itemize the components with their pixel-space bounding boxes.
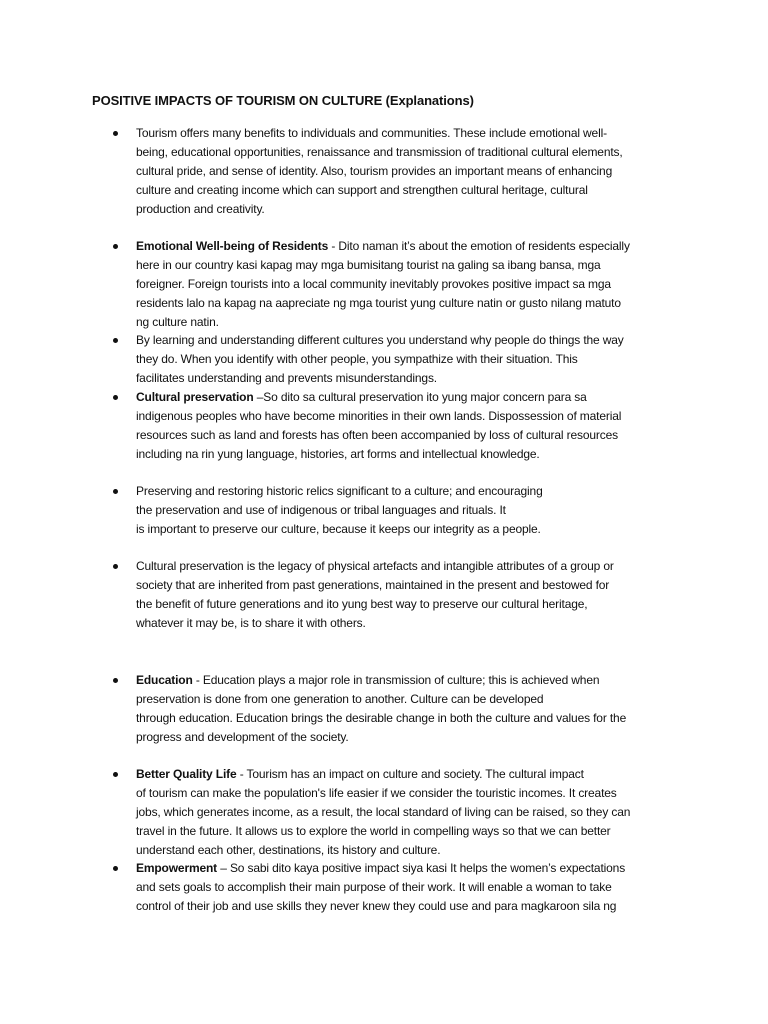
list-item-text bbox=[136, 331, 676, 388]
text-line bbox=[136, 237, 676, 256]
text-line: the preservation and use of indigenous or tribal languages and rituals. It bbox=[136, 502, 506, 517]
text-line: society that are inherited from past generations, maintained in the present and bestowed for bbox=[136, 577, 610, 592]
text-run: - Education plays a major role in transmission of culture; this is achieved when bbox=[192, 673, 600, 687]
text-line: Tourism offers many benefits to individuals and communities. These include emotional well- bbox=[136, 126, 607, 140]
list-item-text bbox=[136, 557, 676, 633]
item-heading: Better Quality Life bbox=[136, 767, 237, 781]
bullet-icon bbox=[113, 564, 118, 569]
list-item-text bbox=[136, 765, 676, 860]
item-heading: Emotional Well-being of Residents bbox=[136, 239, 329, 253]
text-line: residents lalo na kapag na aapreciate ng mga tourist yung culture natin or gusto nilang matuto bbox=[136, 295, 621, 310]
text-line bbox=[136, 765, 676, 784]
text-line bbox=[136, 859, 676, 878]
text-line: By learning and understanding different cultures you understand why people do things the way bbox=[136, 333, 624, 347]
text-line: production and creativity. bbox=[136, 201, 265, 216]
text-line: understand each other, destinations, its history and culture. bbox=[136, 842, 441, 857]
text-line: here in our country kasi kapag may mga bumisitang tourist na galing sa ibang bansa, mga bbox=[136, 257, 601, 272]
text-line: culture and creating income which can support and strengthen cultural heritage, cultural bbox=[136, 182, 588, 197]
document-title: POSITIVE IMPACTS OF TOURISM ON CULTURE (Explanations) bbox=[92, 93, 474, 108]
text-run: – So sabi dito kaya positive impact siya kasi It helps the women’s expectations bbox=[217, 861, 626, 875]
bullet-icon bbox=[113, 131, 118, 136]
list-item-text bbox=[136, 482, 676, 539]
text-line: Cultural preservation is the legacy of physical artefacts and intangible attributes of a group or bbox=[136, 559, 614, 573]
bullet-icon bbox=[113, 395, 118, 400]
text-line: is important to preserve our culture, because it keeps our integrity as a people. bbox=[136, 521, 541, 536]
text-line: facilitates understanding and prevents misunderstandings. bbox=[136, 370, 437, 385]
bullet-icon bbox=[113, 678, 118, 683]
text-line: resources such as land and forests has often been accompanied by loss of cultural resources bbox=[136, 427, 618, 442]
list-item-text bbox=[136, 124, 676, 219]
text-line: Preserving and restoring historic relics significant to a culture; and encouraging bbox=[136, 484, 543, 498]
text-line: the benefit of future generations and ito yung best way to preserve our cultural heritage, bbox=[136, 596, 588, 611]
text-line: whatever it may be, is to share it with others. bbox=[136, 615, 366, 630]
text-line bbox=[136, 388, 676, 407]
text-line: foreigner. Foreign tourists into a local community inevitably provokes positive impact sa mga bbox=[136, 276, 611, 291]
bullet-icon bbox=[113, 338, 118, 343]
text-run: –So dito sa cultural preservation ito yung major concern para sa bbox=[253, 390, 587, 404]
list-item-text bbox=[136, 237, 676, 332]
text-line: preservation is done from one generation to another. Culture can be developed bbox=[136, 691, 544, 706]
list-item-text bbox=[136, 859, 676, 916]
bullet-icon bbox=[113, 244, 118, 249]
text-run: - Dito naman it’s about the emotion of residents especially bbox=[328, 239, 630, 253]
text-line: through education. Education brings the desirable change in both the culture and values for the bbox=[136, 710, 627, 725]
text-line bbox=[136, 671, 676, 690]
text-line: ng culture natin. bbox=[136, 314, 219, 329]
text-line: of tourism can make the population's life easier if we consider the touristic incomes. It creates bbox=[136, 785, 617, 800]
text-line: they do. When you identify with other people, you sympathize with their situation. This bbox=[136, 351, 578, 366]
list-item-text bbox=[136, 388, 676, 464]
bullet-icon bbox=[113, 866, 118, 871]
text-line: progress and development of the society. bbox=[136, 729, 349, 744]
item-heading: Education bbox=[136, 673, 193, 687]
text-line: and sets goals to accomplish their main purpose of their work. It will enable a woman to take bbox=[136, 879, 612, 894]
text-line: including na rin yung language, histories, art forms and intellectual knowledge. bbox=[136, 446, 540, 461]
text-line: jobs, which generates income, as a result, the local standard of living can be raised, so they can bbox=[136, 804, 631, 819]
bullet-icon bbox=[113, 489, 118, 494]
text-run: - Tourism has an impact on culture and society. The cultural impact bbox=[236, 767, 584, 781]
bullet-icon bbox=[113, 772, 118, 777]
item-heading: Cultural preservation bbox=[136, 390, 254, 404]
text-line: being, educational opportunities, renaissance and transmission of traditional cultural elements, bbox=[136, 144, 623, 159]
text-line: travel in the future. It allows us to explore the world in compelling ways so that we can better bbox=[136, 823, 611, 838]
list-item-text bbox=[136, 671, 676, 747]
text-line: cultural pride, and sense of identity. Also, tourism provides an important means of enhancing bbox=[136, 163, 613, 178]
item-heading: Empowerment bbox=[136, 861, 218, 875]
text-line: indigenous peoples who have become minorities in their own lands. Dispossession of material bbox=[136, 408, 622, 423]
text-line: control of their job and use skills they never knew they could use and para magkaroon sila ng bbox=[136, 898, 617, 913]
